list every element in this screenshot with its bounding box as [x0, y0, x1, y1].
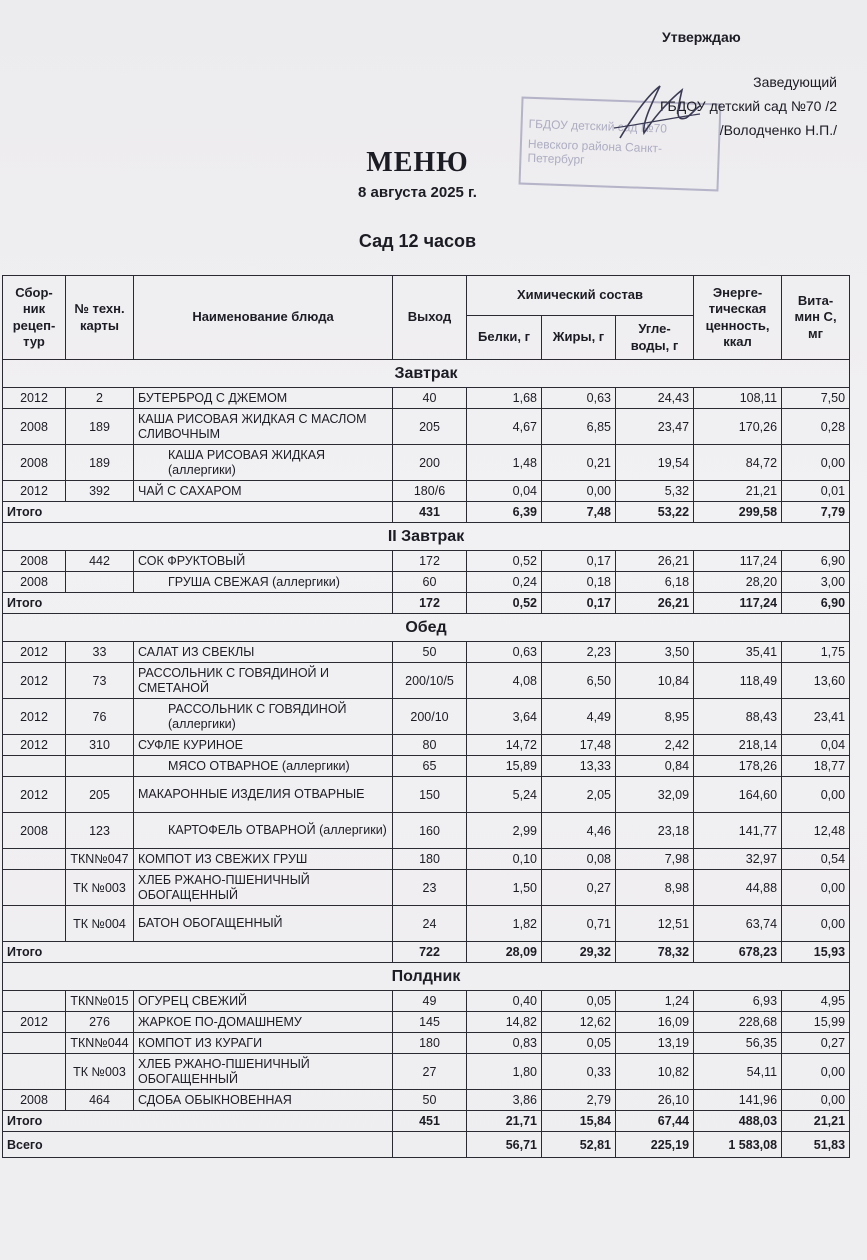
output-cell: 150 [393, 777, 467, 813]
protein-cell: 0,10 [467, 849, 542, 870]
energy-cell: 299,58 [694, 502, 782, 523]
vitamin-cell: 4,95 [782, 991, 850, 1012]
sbornik-cell [3, 1033, 66, 1054]
table-row [3, 870, 850, 906]
col-name: Наименование блюда [134, 276, 393, 360]
fat-cell: 12,62 [542, 1012, 616, 1033]
energy-cell: 118,49 [694, 663, 782, 699]
vitamin-cell: 18,77 [782, 756, 850, 777]
output-cell: 180/6 [393, 481, 467, 502]
fat-cell: 0,05 [542, 991, 616, 1012]
dish-name-cell: КАРТОФЕЛЬ ОТВАРНОЙ (аллергики) [134, 813, 393, 849]
dish-name-cell: ХЛЕБ РЖАНО-ПШЕНИЧНЫЙ ОБОГАЩЕННЫЙ [134, 870, 393, 906]
grand-total-row [3, 1132, 850, 1158]
section-title: Обед [3, 614, 850, 642]
energy-cell: 117,24 [694, 551, 782, 572]
carbs-cell: 53,22 [616, 502, 694, 523]
table-row [3, 663, 850, 699]
output-cell: 200/10 [393, 699, 467, 735]
output-cell: 160 [393, 813, 467, 849]
table-row [3, 642, 850, 663]
carbs-cell: 8,98 [616, 870, 694, 906]
col-belki: Белки, г [467, 316, 542, 360]
protein-cell: 3,64 [467, 699, 542, 735]
vitamin-cell: 0,00 [782, 906, 850, 942]
energy-cell: 488,03 [694, 1111, 782, 1132]
protein-cell: 0,52 [467, 593, 542, 614]
sbornik-cell [3, 991, 66, 1012]
director-name: /Володченко Н.П./ [719, 122, 837, 138]
vitamin-cell: 13,60 [782, 663, 850, 699]
section-header [3, 523, 850, 551]
table-row [3, 1090, 850, 1111]
carbs-cell: 24,43 [616, 388, 694, 409]
fat-cell: 4,49 [542, 699, 616, 735]
output-cell: 200/10/5 [393, 663, 467, 699]
vitamin-cell: 0,54 [782, 849, 850, 870]
stamp-line-1: ГБДОУ детский сад №70 [528, 116, 668, 136]
protein-cell: 0,52 [467, 551, 542, 572]
fat-cell: 6,50 [542, 663, 616, 699]
table-row [3, 777, 850, 813]
protein-cell: 0,24 [467, 572, 542, 593]
section-title: II Завтрак [3, 523, 850, 551]
approve-label: Утверждаю [662, 29, 741, 45]
sbornik-cell: 2008 [3, 572, 66, 593]
sbornik-cell: 2008 [3, 551, 66, 572]
carbs-cell: 5,32 [616, 481, 694, 502]
vitamin-cell: 0,04 [782, 735, 850, 756]
dish-name-cell: МАКАРОННЫЕ ИЗДЕЛИЯ ОТВАРНЫЕ [134, 777, 393, 813]
carbs-cell: 6,18 [616, 572, 694, 593]
fat-cell: 0,33 [542, 1054, 616, 1090]
vitamin-cell: 1,75 [782, 642, 850, 663]
energy-cell: 117,24 [694, 593, 782, 614]
table-row [3, 849, 850, 870]
sbornik-cell: 2012 [3, 642, 66, 663]
protein-cell: 0,63 [467, 642, 542, 663]
protein-cell: 1,50 [467, 870, 542, 906]
energy-cell: 141,96 [694, 1090, 782, 1111]
carbs-cell: 10,82 [616, 1054, 694, 1090]
protein-cell: 28,09 [467, 942, 542, 963]
carbs-cell: 19,54 [616, 445, 694, 481]
fat-cell: 0,27 [542, 870, 616, 906]
tech-card-cell: 2 [66, 388, 134, 409]
fat-cell: 15,84 [542, 1111, 616, 1132]
vitamin-cell: 0,00 [782, 777, 850, 813]
table-row [3, 445, 850, 481]
sbornik-cell: 2008 [3, 1090, 66, 1111]
protein-cell: 0,83 [467, 1033, 542, 1054]
protein-cell: 15,89 [467, 756, 542, 777]
total-row [3, 502, 850, 523]
total-label: Итого [3, 942, 393, 963]
carbs-cell: 1,24 [616, 991, 694, 1012]
sbornik-cell: 2008 [3, 445, 66, 481]
fat-cell: 0,71 [542, 906, 616, 942]
table-row [3, 906, 850, 942]
carbs-cell: 26,21 [616, 593, 694, 614]
tech-card-cell [66, 756, 134, 777]
dish-name-cell: СДОБА ОБЫКНОВЕННАЯ [134, 1090, 393, 1111]
vitamin-cell: 0,01 [782, 481, 850, 502]
fat-cell: 0,17 [542, 593, 616, 614]
tech-card-cell: 464 [66, 1090, 134, 1111]
energy-cell: 56,35 [694, 1033, 782, 1054]
fat-cell: 2,79 [542, 1090, 616, 1111]
tech-card-cell: ТКN№044 [66, 1033, 134, 1054]
menu-table [2, 275, 850, 1158]
energy-cell: 178,26 [694, 756, 782, 777]
output-cell: 23 [393, 870, 467, 906]
output-cell: 40 [393, 388, 467, 409]
output-cell: 49 [393, 991, 467, 1012]
sbornik-cell: 2012 [3, 777, 66, 813]
energy-cell: 21,21 [694, 481, 782, 502]
tech-card-cell: ТКN№047 [66, 849, 134, 870]
output-cell: 80 [393, 735, 467, 756]
output-cell: 205 [393, 409, 467, 445]
energy-cell: 32,97 [694, 849, 782, 870]
dish-name-cell: КОМПОТ ИЗ СВЕЖИХ ГРУШ [134, 849, 393, 870]
vitamin-cell: 0,00 [782, 870, 850, 906]
col-vyhod: Выход [393, 276, 467, 360]
vitamin-cell: 0,27 [782, 1033, 850, 1054]
sbornik-cell: 2012 [3, 1012, 66, 1033]
sbornik-cell: 2012 [3, 481, 66, 502]
total-row [3, 593, 850, 614]
table-row [3, 551, 850, 572]
fat-cell: 13,33 [542, 756, 616, 777]
tech-card-cell: ТКN№015 [66, 991, 134, 1012]
tech-card-cell: 73 [66, 663, 134, 699]
dish-name-cell: САЛАТ ИЗ СВЕКЛЫ [134, 642, 393, 663]
tech-card-cell: ТК №003 [66, 1054, 134, 1090]
dish-name-cell: БУТЕРБРОД С ДЖЕМОМ [134, 388, 393, 409]
vitamin-cell: 0,00 [782, 1090, 850, 1111]
dish-name-cell: БАТОН ОБОГАЩЕННЫЙ [134, 906, 393, 942]
vitamin-cell: 6,90 [782, 551, 850, 572]
output-cell: 60 [393, 572, 467, 593]
tech-card-cell: ТК №003 [66, 870, 134, 906]
fat-cell: 52,81 [542, 1132, 616, 1158]
output-cell: 50 [393, 642, 467, 663]
fat-cell: 6,85 [542, 409, 616, 445]
carbs-cell: 8,95 [616, 699, 694, 735]
protein-cell: 56,71 [467, 1132, 542, 1158]
col-chem: Химический состав [467, 276, 694, 316]
output-cell: 180 [393, 849, 467, 870]
total-label: Итого [3, 1111, 393, 1132]
protein-cell: 1,68 [467, 388, 542, 409]
output-cell: 180 [393, 1033, 467, 1054]
energy-cell: 141,77 [694, 813, 782, 849]
vitamin-cell: 15,99 [782, 1012, 850, 1033]
dish-name-cell: КАША РИСОВАЯ ЖИДКАЯ (аллергики) [134, 445, 393, 481]
carbs-cell: 13,19 [616, 1033, 694, 1054]
dish-name-cell: ХЛЕБ РЖАНО-ПШЕНИЧНЫЙ ОБОГАЩЕННЫЙ [134, 1054, 393, 1090]
dish-name-cell: ОГУРЕЦ СВЕЖИЙ [134, 991, 393, 1012]
total-row [3, 1111, 850, 1132]
dish-name-cell: СОК ФРУКТОВЫЙ [134, 551, 393, 572]
energy-cell: 164,60 [694, 777, 782, 813]
fat-cell: 0,63 [542, 388, 616, 409]
output-cell: 172 [393, 593, 467, 614]
vitamin-cell: 51,83 [782, 1132, 850, 1158]
fat-cell: 0,00 [542, 481, 616, 502]
table-row [3, 1012, 850, 1033]
carbs-cell: 26,10 [616, 1090, 694, 1111]
protein-cell: 2,99 [467, 813, 542, 849]
fat-cell: 0,08 [542, 849, 616, 870]
tech-card-cell: 76 [66, 699, 134, 735]
dish-name-cell: КАША РИСОВАЯ ЖИДКАЯ С МАСЛОМ СЛИВОЧНЫМ [134, 409, 393, 445]
signature-icon [612, 78, 702, 148]
output-cell: 431 [393, 502, 467, 523]
protein-cell: 1,48 [467, 445, 542, 481]
energy-cell: 44,88 [694, 870, 782, 906]
col-sbornik: Сбор-ник рецеп-тур [3, 276, 66, 360]
table-row [3, 388, 850, 409]
carbs-cell: 7,98 [616, 849, 694, 870]
vitamin-cell: 7,50 [782, 388, 850, 409]
protein-cell: 21,71 [467, 1111, 542, 1132]
sbornik-cell [3, 1054, 66, 1090]
tech-card-cell: 189 [66, 445, 134, 481]
protein-cell: 3,86 [467, 1090, 542, 1111]
carbs-cell: 16,09 [616, 1012, 694, 1033]
section-header [3, 360, 850, 388]
fat-cell: 2,05 [542, 777, 616, 813]
sbornik-cell [3, 870, 66, 906]
vitamin-cell: 3,00 [782, 572, 850, 593]
tech-card-cell: 123 [66, 813, 134, 849]
energy-cell: 28,20 [694, 572, 782, 593]
tech-card-cell: 189 [66, 409, 134, 445]
tech-card-cell: 205 [66, 777, 134, 813]
tech-card-cell: 33 [66, 642, 134, 663]
col-zhiry: Жиры, г [542, 316, 616, 360]
vitamin-cell: 0,28 [782, 409, 850, 445]
protein-cell: 14,72 [467, 735, 542, 756]
output-cell: 722 [393, 942, 467, 963]
tech-card-cell: 392 [66, 481, 134, 502]
sbornik-cell: 2012 [3, 663, 66, 699]
vitamin-cell: 7,79 [782, 502, 850, 523]
vitamin-cell: 0,00 [782, 445, 850, 481]
fat-cell: 0,21 [542, 445, 616, 481]
table-row [3, 409, 850, 445]
carbs-cell: 0,84 [616, 756, 694, 777]
col-energy: Энерге-тическая ценность, ккал [694, 276, 782, 360]
section-title: Полдник [3, 963, 850, 991]
table-row [3, 699, 850, 735]
total-label: Итого [3, 502, 393, 523]
fat-cell: 7,48 [542, 502, 616, 523]
energy-cell: 35,41 [694, 642, 782, 663]
sbornik-cell: 2008 [3, 813, 66, 849]
energy-cell: 678,23 [694, 942, 782, 963]
output-cell: 172 [393, 551, 467, 572]
carbs-cell: 12,51 [616, 906, 694, 942]
vitamin-cell: 12,48 [782, 813, 850, 849]
section-header [3, 963, 850, 991]
section-header [3, 614, 850, 642]
dish-name-cell: МЯСО ОТВАРНОЕ (аллергики) [134, 756, 393, 777]
tech-card-cell [66, 572, 134, 593]
col-uglevody: Угле-воды, г [616, 316, 694, 360]
fat-cell: 0,17 [542, 551, 616, 572]
table-row [3, 756, 850, 777]
vitamin-cell: 15,93 [782, 942, 850, 963]
energy-cell: 1 583,08 [694, 1132, 782, 1158]
protein-cell: 0,04 [467, 481, 542, 502]
section-title: Завтрак [3, 360, 850, 388]
sbornik-cell [3, 756, 66, 777]
energy-cell: 108,11 [694, 388, 782, 409]
table-row [3, 481, 850, 502]
page-title: МЕНЮ [366, 147, 469, 178]
output-cell: 50 [393, 1090, 467, 1111]
carbs-cell: 23,47 [616, 409, 694, 445]
dish-name-cell: ГРУША СВЕЖАЯ (аллергики) [134, 572, 393, 593]
table-row [3, 735, 850, 756]
dish-name-cell: КОМПОТ ИЗ КУРАГИ [134, 1033, 393, 1054]
sbornik-cell [3, 849, 66, 870]
vitamin-cell: 6,90 [782, 593, 850, 614]
sbornik-cell: 2012 [3, 699, 66, 735]
dish-name-cell: РАССОЛЬНИК С ГОВЯДИНОЙ (аллергики) [134, 699, 393, 735]
dish-name-cell: СУФЛЕ КУРИНОЕ [134, 735, 393, 756]
tech-card-cell: 276 [66, 1012, 134, 1033]
protein-cell: 6,39 [467, 502, 542, 523]
protein-cell: 1,80 [467, 1054, 542, 1090]
tech-card-cell: ТК №004 [66, 906, 134, 942]
protein-cell: 14,82 [467, 1012, 542, 1033]
fat-cell: 0,18 [542, 572, 616, 593]
org-label: ГБДОУ детский сад №70 /2 [659, 98, 837, 114]
output-cell [393, 1132, 467, 1158]
carbs-cell: 2,42 [616, 735, 694, 756]
carbs-cell: 225,19 [616, 1132, 694, 1158]
vitamin-cell: 21,21 [782, 1111, 850, 1132]
carbs-cell: 3,50 [616, 642, 694, 663]
col-nomer: № техн. карты [66, 276, 134, 360]
carbs-cell: 67,44 [616, 1111, 694, 1132]
output-cell: 451 [393, 1111, 467, 1132]
energy-cell: 170,26 [694, 409, 782, 445]
protein-cell: 4,67 [467, 409, 542, 445]
carbs-cell: 23,18 [616, 813, 694, 849]
dish-name-cell: ЖАРКОЕ ПО-ДОМАШНЕМУ [134, 1012, 393, 1033]
menu-date: 8 августа 2025 г. [358, 184, 477, 201]
dish-name-cell: РАССОЛЬНИК С ГОВЯДИНОЙ И СМЕТАНОЙ [134, 663, 393, 699]
carbs-cell: 10,84 [616, 663, 694, 699]
dish-name-cell: ЧАЙ С САХАРОМ [134, 481, 393, 502]
protein-cell: 1,82 [467, 906, 542, 942]
col-vitamin: Вита-мин С, мг [782, 276, 850, 360]
vitamin-cell: 0,00 [782, 1054, 850, 1090]
tech-card-cell: 310 [66, 735, 134, 756]
vitamin-cell: 23,41 [782, 699, 850, 735]
energy-cell: 6,93 [694, 991, 782, 1012]
energy-cell: 84,72 [694, 445, 782, 481]
energy-cell: 218,14 [694, 735, 782, 756]
table-row [3, 1033, 850, 1054]
table-row [3, 813, 850, 849]
protein-cell: 0,40 [467, 991, 542, 1012]
table-row [3, 572, 850, 593]
table-row [3, 991, 850, 1012]
sbornik-cell: 2008 [3, 409, 66, 445]
output-cell: 200 [393, 445, 467, 481]
sbornik-cell [3, 906, 66, 942]
total-label: Итого [3, 593, 393, 614]
carbs-cell: 26,21 [616, 551, 694, 572]
energy-cell: 88,43 [694, 699, 782, 735]
stamp-line-2: Невского района Санкт-Петербург [527, 136, 663, 167]
protein-cell: 5,24 [467, 777, 542, 813]
fat-cell: 0,05 [542, 1033, 616, 1054]
carbs-cell: 32,09 [616, 777, 694, 813]
output-cell: 27 [393, 1054, 467, 1090]
table-row [3, 1054, 850, 1090]
fat-cell: 4,46 [542, 813, 616, 849]
fat-cell: 17,48 [542, 735, 616, 756]
output-cell: 145 [393, 1012, 467, 1033]
fat-cell: 2,23 [542, 642, 616, 663]
menu-subtitle: Сад 12 часов [358, 231, 477, 251]
total-row [3, 942, 850, 963]
energy-cell: 54,11 [694, 1054, 782, 1090]
grand-total-label: Всего [3, 1132, 393, 1158]
sbornik-cell: 2012 [3, 388, 66, 409]
energy-cell: 63,74 [694, 906, 782, 942]
protein-cell: 4,08 [467, 663, 542, 699]
position-label: Заведующий [753, 74, 837, 90]
output-cell: 65 [393, 756, 467, 777]
output-cell: 24 [393, 906, 467, 942]
fat-cell: 29,32 [542, 942, 616, 963]
energy-cell: 228,68 [694, 1012, 782, 1033]
sbornik-cell: 2012 [3, 735, 66, 756]
tech-card-cell: 442 [66, 551, 134, 572]
carbs-cell: 78,32 [616, 942, 694, 963]
